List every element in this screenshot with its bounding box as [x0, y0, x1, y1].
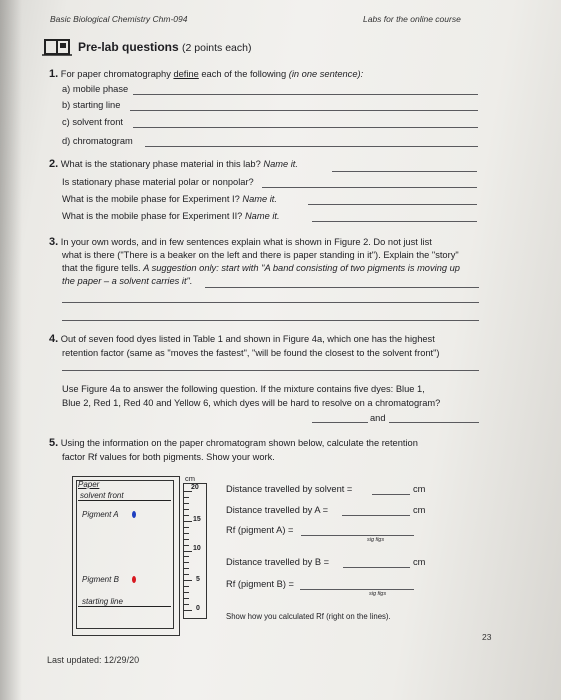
ruler-label-10: 10	[193, 545, 201, 552]
answer-line[interactable]	[389, 422, 479, 423]
page-shadow	[0, 0, 22, 700]
dist-solvent-label: Distance travelled by solvent =	[226, 484, 353, 494]
answer-line[interactable]	[301, 535, 414, 536]
q2-italic1: Name it.	[263, 159, 298, 169]
q3-line3	[62, 262, 460, 274]
q1-item: d) chromatogram	[62, 136, 133, 146]
answer-line[interactable]	[312, 422, 368, 423]
label-pigment-a: Pigment A	[82, 510, 119, 519]
answer-line[interactable]	[205, 287, 479, 288]
q1-number: 1.	[49, 68, 59, 80]
ruler-tick	[184, 533, 189, 534]
ruler-tick	[184, 610, 192, 611]
pigment-a-spot	[132, 511, 136, 518]
dist-a-label: Distance travelled by A =	[226, 505, 329, 515]
ruler-tick	[184, 497, 189, 498]
q3-suggestion: A suggestion only: start with "A band consisting of two pigments is moving up	[143, 263, 460, 273]
q5-line1	[49, 437, 418, 449]
q3-text3: that the figure tells.	[62, 263, 141, 273]
pigment-b-spot	[132, 576, 136, 583]
q2-italic4: Name it.	[244, 211, 280, 221]
q1-italic: (in one sentence):	[288, 69, 364, 79]
answer-line[interactable]	[130, 110, 478, 111]
show-work-note: Show how you calculated Rf (right on the lines).	[226, 612, 391, 621]
answer-line[interactable]	[145, 146, 478, 147]
q4-number: 4.	[49, 333, 59, 345]
ruler-tick	[184, 509, 189, 510]
answer-line[interactable]	[342, 515, 410, 516]
q3-text1: In your own words, and in few sentences explain what is shown in Figure 2. Do not just list	[60, 237, 432, 247]
rf-a-label: Rf (pigment A) =	[226, 525, 294, 535]
answer-line[interactable]	[133, 94, 478, 95]
q2-text1: What is the stationary phase material in this lab?	[60, 159, 261, 169]
q1-item: b) starting line	[62, 100, 121, 110]
q1-lead: For paper chromatography	[60, 69, 171, 79]
q2-text4: What is the mobile phase for Experiment II?	[62, 211, 243, 221]
q3-number: 3.	[49, 236, 59, 248]
q2-line1	[49, 158, 298, 170]
q2-text3: What is the mobile phase for Experiment I?	[62, 194, 240, 204]
ruler-tick	[184, 503, 189, 504]
ruler-label-15: 15	[193, 516, 201, 523]
ruler-tick	[184, 539, 189, 540]
ruler-unit: cm	[185, 474, 195, 483]
ruler-label-0: 0	[196, 605, 200, 612]
ruler-label-5: 5	[196, 576, 200, 583]
starting-line	[78, 606, 171, 607]
q1-define: define	[173, 69, 199, 79]
q2-number: 2.	[49, 158, 59, 170]
q4-line3: Use Figure 4a to answer the following question. If the mixture contains five dyes: Blue 1,	[62, 384, 425, 394]
q5-number: 5.	[49, 437, 59, 449]
label-paper: Paper	[78, 480, 100, 489]
ruler-tick	[184, 604, 189, 605]
q5-text1: Using the information on the paper chromatogram shown below, calculate the retention	[60, 438, 418, 448]
ruler-tick	[184, 598, 189, 599]
answer-line[interactable]	[62, 320, 479, 321]
answer-line[interactable]	[312, 221, 477, 222]
answer-line[interactable]	[62, 370, 479, 371]
q3-line2: what is there ("There is a beaker on the left and there is paper standing in it"). Explain the "story"	[62, 250, 459, 260]
answer-line[interactable]	[372, 494, 410, 495]
unit-cm: cm	[413, 505, 426, 515]
ruler-tick	[184, 586, 189, 587]
answer-line[interactable]	[262, 187, 477, 188]
answer-line[interactable]	[133, 127, 478, 128]
ruler-tick	[184, 562, 189, 563]
q4-text1: Out of seven food dyes listed in Table 1 and shown in Figure 4a, which one has the highest	[60, 334, 435, 344]
q2-line2: Is stationary phase material polar or nonpolar?	[62, 177, 254, 187]
answer-line[interactable]	[308, 204, 477, 205]
sig-figs-a: sig figs	[367, 537, 385, 543]
label-solvent-front: solvent front	[80, 491, 124, 500]
q5-line2: factor Rf values for both pigments. Show your work.	[62, 452, 275, 462]
ruler-tick	[184, 551, 192, 552]
q1-item: c) solvent front	[62, 117, 123, 127]
q4-line1	[49, 333, 435, 345]
ruler-tick	[184, 491, 192, 492]
unit-cm: cm	[413, 557, 426, 567]
title-text: Pre-lab questions	[78, 40, 179, 54]
q2-line3	[62, 193, 277, 205]
rf-b-label: Rf (pigment B) =	[226, 579, 294, 589]
label-pigment-b: Pigment B	[82, 575, 119, 584]
q1-prompt	[49, 68, 363, 80]
answer-line[interactable]	[300, 589, 414, 590]
answer-line[interactable]	[343, 567, 410, 568]
dist-b-label: Distance travelled by B =	[226, 557, 330, 567]
answer-line[interactable]	[332, 171, 477, 172]
ruler-tick	[184, 545, 189, 546]
q4-line2: retention factor (same as "moves the fastest", "will be found the closest to the solvent front")	[62, 348, 440, 358]
q3-line1	[49, 236, 432, 248]
page-title	[78, 40, 252, 54]
q1-rest: each of the following	[201, 69, 287, 79]
q4-line4: Blue 2, Red 1, Red 40 and Yellow 6, which dyes will be hard to resolve on a chromatogram?	[62, 398, 441, 408]
header-course: Basic Biological Chemistry Chm-094	[50, 14, 188, 24]
ruler-tick	[184, 527, 189, 528]
answer-line[interactable]	[62, 302, 479, 303]
ruler-label-20: 20	[191, 484, 199, 491]
page-number: 23	[482, 632, 492, 642]
header-labs: Labs for the online course	[363, 14, 461, 24]
ruler-tick	[184, 568, 189, 569]
q2-line4	[62, 210, 280, 222]
ruler-tick	[184, 515, 189, 516]
q2-italic3: Name it.	[242, 194, 277, 204]
solvent-front-line	[78, 500, 171, 501]
unit-cm: cm	[413, 484, 426, 494]
q3-line4: the paper – a solvent carries it".	[62, 276, 193, 286]
label-starting-line: starting line	[82, 597, 123, 606]
q4-and: and	[370, 413, 386, 423]
title-points: (2 points each)	[182, 42, 252, 54]
ruler-tick	[184, 592, 189, 593]
book-icon	[42, 38, 72, 56]
ruler-tick	[184, 521, 192, 522]
footer-updated: Last updated: 12/29/20	[47, 655, 140, 665]
ruler-tick	[184, 556, 189, 557]
q1-item: a) mobile phase	[62, 84, 129, 94]
sig-figs-b: sig figs	[369, 591, 387, 597]
ruler-tick	[184, 580, 192, 581]
ruler-tick	[184, 574, 189, 575]
